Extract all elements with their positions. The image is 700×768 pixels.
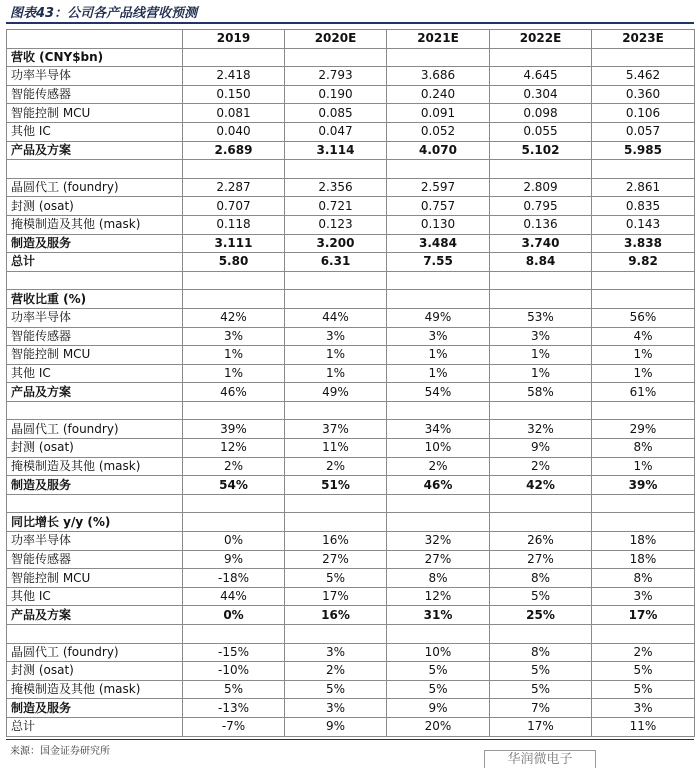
table-cell: 2.597 [387,178,490,197]
table-body [7,48,695,736]
table-cell: 1% [285,364,387,383]
table-cell [183,494,285,513]
table-cell: 1% [490,364,592,383]
table-row [7,271,695,290]
table-cell: 3% [285,643,387,662]
table-cell: 0.835 [592,197,695,216]
table-cell [183,625,285,644]
table-cell: 12% [183,439,285,458]
row-label: 晶圆代工 (foundry) [7,178,183,197]
table-cell: 3% [183,327,285,346]
table-cell: 2% [285,457,387,476]
table-cell: 9% [285,717,387,736]
table-cell: 0.047 [285,122,387,141]
row-label: 其他 IC [7,587,183,606]
row-label: 智能传感器 [7,327,183,346]
table-cell: 29% [592,420,695,439]
row-label: 智能控制 MCU [7,104,183,123]
row-label: 功率半导体 [7,308,183,327]
watermark: 华润微电子 [484,750,596,768]
table-cell [285,513,387,532]
table-cell: 54% [387,383,490,402]
table-cell [592,625,695,644]
revenue-forecast-table [6,29,695,737]
table-cell: 2.861 [592,178,695,197]
table-row [7,643,695,662]
table-cell [592,401,695,420]
table-cell: 3% [285,699,387,718]
table-cell [285,625,387,644]
table-cell: 9% [183,550,285,569]
table-cell: 0.190 [285,85,387,104]
table-cell: 0.098 [490,104,592,123]
table-cell: 25% [490,606,592,625]
table-cell [490,625,592,644]
table-cell: 0.150 [183,85,285,104]
table-row [7,85,695,104]
table-cell: 0.304 [490,85,592,104]
table-cell: 37% [285,420,387,439]
table-cell: 5% [490,662,592,681]
table-cell: 44% [285,308,387,327]
table-cell [592,271,695,290]
table-cell: 0.081 [183,104,285,123]
table-row [7,178,695,197]
row-label: 掩模制造及其他 (mask) [7,457,183,476]
table-cell: 0.085 [285,104,387,123]
row-label: 掩模制造及其他 (mask) [7,215,183,234]
table-cell: -18% [183,569,285,588]
table-row [7,104,695,123]
table-cell: 58% [490,383,592,402]
row-label: 智能传感器 [7,550,183,569]
table-cell: 46% [387,476,490,495]
bottom-divider [6,739,694,740]
table-cell: 1% [592,364,695,383]
table-cell [592,290,695,309]
table-row [7,569,695,588]
table-cell: 4% [592,327,695,346]
table-cell: 32% [490,420,592,439]
table-cell: 9.82 [592,253,695,272]
table-cell: 20% [387,717,490,736]
table-cell [285,160,387,179]
table-row [7,308,695,327]
table-cell: 17% [490,717,592,736]
table-cell [387,160,490,179]
table-cell: 7% [490,699,592,718]
table-cell: 1% [592,346,695,365]
table-cell: 27% [490,550,592,569]
table-row [7,476,695,495]
table-cell [285,271,387,290]
table-cell: 0.721 [285,197,387,216]
table-cell [285,401,387,420]
table-cell [490,48,592,67]
row-label: 产品及方案 [7,383,183,402]
table-cell: 3.838 [592,234,695,253]
table-row [7,550,695,569]
row-label: 智能控制 MCU [7,569,183,588]
table-cell: 5% [592,680,695,699]
table-cell: 12% [387,587,490,606]
table-cell: 10% [387,439,490,458]
table-row [7,587,695,606]
table-cell: 8% [490,643,592,662]
row-label: 功率半导体 [7,67,183,86]
row-label: 营收比重 (%) [7,290,183,309]
row-label: 制造及服务 [7,234,183,253]
row-label [7,494,183,513]
table-cell: 32% [387,532,490,551]
row-label: 封测 (osat) [7,439,183,458]
table-cell: 3% [490,327,592,346]
row-label [7,271,183,290]
row-label: 制造及服务 [7,699,183,718]
table-cell: 18% [592,532,695,551]
table-cell [490,160,592,179]
table-cell [183,48,285,67]
table-cell: 51% [285,476,387,495]
table-row [7,532,695,551]
table-cell: 5.985 [592,141,695,160]
table-cell [183,160,285,179]
table-cell [183,271,285,290]
table-row [7,606,695,625]
table-cell [285,494,387,513]
table-cell: 4.645 [490,67,592,86]
table-row [7,197,695,216]
row-label: 功率半导体 [7,532,183,551]
table-row [7,290,695,309]
table-cell: 44% [183,587,285,606]
table-cell: 0.707 [183,197,285,216]
table-row [7,122,695,141]
table-row [7,327,695,346]
table-cell: 0.118 [183,215,285,234]
table-cell [490,513,592,532]
table-cell [285,290,387,309]
table-cell: 9% [490,439,592,458]
table-cell [285,48,387,67]
table-cell [183,513,285,532]
table-cell: 16% [285,532,387,551]
row-label: 封测 (osat) [7,197,183,216]
table-cell: 8% [592,439,695,458]
table-cell: 8% [592,569,695,588]
table-cell: 3% [387,327,490,346]
table-cell: 2.418 [183,67,285,86]
table-cell: 53% [490,308,592,327]
table-cell [183,290,285,309]
table-cell: 2% [183,457,285,476]
table-cell: 5.462 [592,67,695,86]
table-cell: 1% [285,346,387,365]
table-cell: 1% [490,346,592,365]
table-cell: 2% [490,457,592,476]
table-cell: 5% [183,680,285,699]
header-cell [7,30,183,49]
table-cell: 3.200 [285,234,387,253]
table-cell: 3.114 [285,141,387,160]
table-cell: 1% [183,364,285,383]
table-row [7,141,695,160]
table-cell: 46% [183,383,285,402]
table-cell: 5% [285,680,387,699]
table-cell: 0.106 [592,104,695,123]
table-cell: 8.84 [490,253,592,272]
table-cell: 11% [592,717,695,736]
table-cell [490,271,592,290]
table-cell: -7% [183,717,285,736]
table-cell: 61% [592,383,695,402]
table-cell [490,401,592,420]
header-cell: 2019 [183,30,285,49]
table-row [7,439,695,458]
table-cell: 49% [387,308,490,327]
table-cell [183,401,285,420]
table-cell [592,48,695,67]
table-cell [592,513,695,532]
table-row [7,680,695,699]
row-label: 产品及方案 [7,141,183,160]
table-row [7,67,695,86]
table-row [7,215,695,234]
table-cell: 31% [387,606,490,625]
table-cell: 16% [285,606,387,625]
table-cell: 5.80 [183,253,285,272]
row-label: 制造及服务 [7,476,183,495]
row-label [7,625,183,644]
table-cell [387,271,490,290]
table-cell: 2% [285,662,387,681]
table-cell: 42% [490,476,592,495]
table-cell: 0.360 [592,85,695,104]
table-cell: 34% [387,420,490,439]
source-note: 来源：国金证券研究所 [10,746,110,757]
table-cell [592,494,695,513]
row-label: 同比增长 y/y (%) [7,513,183,532]
table-cell [387,290,490,309]
row-label: 总计 [7,717,183,736]
header-cell: 2022E [490,30,592,49]
table-cell: 5% [285,569,387,588]
table-row [7,234,695,253]
table-cell: 5% [490,587,592,606]
table-cell: 2.809 [490,178,592,197]
table-cell: 3.111 [183,234,285,253]
row-label: 总计 [7,253,183,272]
table-cell: 6.31 [285,253,387,272]
table-row [7,662,695,681]
table-cell: 0.055 [490,122,592,141]
table-cell: 39% [592,476,695,495]
table-cell: -15% [183,643,285,662]
table-cell: 2.356 [285,178,387,197]
table-cell: 56% [592,308,695,327]
row-label [7,160,183,179]
header-cell: 2023E [592,30,695,49]
table-cell: 8% [490,569,592,588]
table-row [7,253,695,272]
table-cell: 3.740 [490,234,592,253]
row-label: 晶圆代工 (foundry) [7,420,183,439]
table-cell: 5% [490,680,592,699]
table-cell [387,48,490,67]
row-label: 智能控制 MCU [7,346,183,365]
table-cell: 5% [387,662,490,681]
table-cell: 3% [592,587,695,606]
table-cell: 10% [387,643,490,662]
table-cell: 49% [285,383,387,402]
table-cell: 7.55 [387,253,490,272]
table-cell: 0.091 [387,104,490,123]
table-cell: 3% [285,327,387,346]
table-cell: 1% [387,346,490,365]
table-cell: 0.057 [592,122,695,141]
table-cell: 0.757 [387,197,490,216]
table-cell: 39% [183,420,285,439]
row-label: 其他 IC [7,122,183,141]
table-cell: 27% [285,550,387,569]
table-row [7,160,695,179]
table-cell: 27% [387,550,490,569]
table-cell: 17% [285,587,387,606]
table-cell: 1% [592,457,695,476]
table-row [7,346,695,365]
table-cell: 54% [183,476,285,495]
table-cell: 0.143 [592,215,695,234]
table-cell: 0.240 [387,85,490,104]
row-label: 其他 IC [7,364,183,383]
table-cell: 18% [592,550,695,569]
table-row [7,457,695,476]
table-cell: 3.484 [387,234,490,253]
table-cell: 3% [592,699,695,718]
table-cell: 1% [183,346,285,365]
table-row [7,364,695,383]
table-row [7,494,695,513]
table-cell: 0.052 [387,122,490,141]
table-row [7,401,695,420]
table-cell: 0.795 [490,197,592,216]
header-cell: 2021E [387,30,490,49]
header-row [7,30,695,49]
table-row [7,48,695,67]
row-label: 智能传感器 [7,85,183,104]
table-cell: 2% [592,643,695,662]
table-row [7,625,695,644]
table-row [7,383,695,402]
header-cell: 2020E [285,30,387,49]
row-label: 封测 (osat) [7,662,183,681]
table-cell: 2% [387,457,490,476]
table-cell: 1% [387,364,490,383]
table-cell: 8% [387,569,490,588]
table-cell [490,494,592,513]
table-cell: 3.686 [387,67,490,86]
table-cell: 0.123 [285,215,387,234]
table-cell: 9% [387,699,490,718]
row-label: 掩模制造及其他 (mask) [7,680,183,699]
table-row [7,717,695,736]
table-cell: -13% [183,699,285,718]
table-cell: 26% [490,532,592,551]
table-cell: 4.070 [387,141,490,160]
row-label: 产品及方案 [7,606,183,625]
table-row [7,699,695,718]
table-cell [387,494,490,513]
table-cell: 11% [285,439,387,458]
table-cell: 2.689 [183,141,285,160]
table-cell: 0% [183,606,285,625]
table-cell: 2.287 [183,178,285,197]
table-cell [592,160,695,179]
table-cell [387,513,490,532]
table-cell [490,290,592,309]
row-label: 营收 (CNY$bn) [7,48,183,67]
table-cell: 5.102 [490,141,592,160]
table-cell [387,401,490,420]
table-cell: 42% [183,308,285,327]
table-cell [387,625,490,644]
table-cell: 17% [592,606,695,625]
table-cell: 5% [592,662,695,681]
table-row [7,420,695,439]
table-row [7,513,695,532]
table-cell: 5% [387,680,490,699]
table-cell: 2.793 [285,67,387,86]
table-cell: 0.040 [183,122,285,141]
table-cell: 0.130 [387,215,490,234]
table-cell: 0.136 [490,215,592,234]
table-cell: -10% [183,662,285,681]
row-label: 晶圆代工 (foundry) [7,643,183,662]
table-title: 图表43：公司各产品线营收预测 [6,4,694,24]
row-label [7,401,183,420]
table-cell: 0% [183,532,285,551]
